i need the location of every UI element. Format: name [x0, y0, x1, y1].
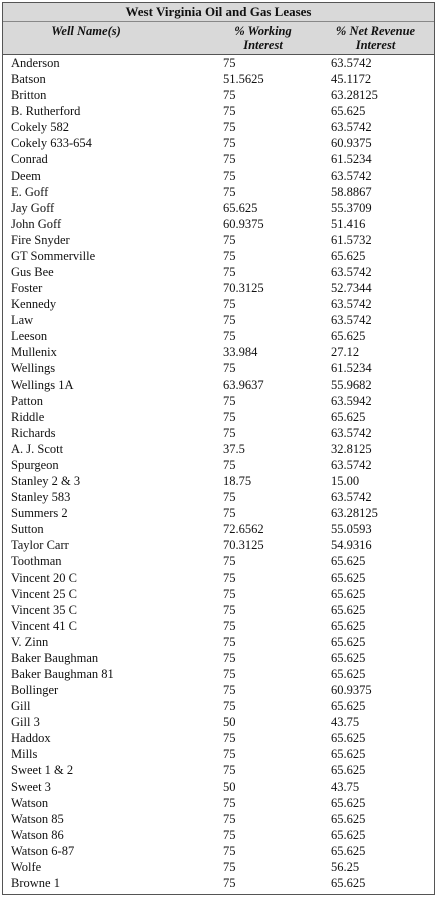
table-row — [3, 409, 434, 425]
table-row — [3, 280, 434, 296]
cell-working-interest: 75 — [223, 184, 236, 199]
table-row — [3, 393, 434, 409]
cell-working-interest: 70.3125 — [223, 538, 264, 553]
cell-working-interest: 37.5 — [223, 441, 245, 456]
cell-well-name: Britton — [11, 88, 47, 103]
table-row — [3, 762, 434, 778]
cell-well-name: E. Goff — [11, 184, 49, 199]
table-row — [3, 360, 434, 376]
cell-working-interest: 51.5625 — [223, 72, 264, 87]
table-row — [3, 71, 434, 87]
cell-net-revenue: 63.5742 — [331, 297, 372, 312]
table-row — [3, 634, 434, 650]
cell-working-interest: 75 — [223, 232, 236, 247]
table-row — [3, 537, 434, 553]
cell-working-interest: 75 — [223, 731, 236, 746]
table-title: West Virginia Oil and Gas Leases — [3, 3, 434, 22]
cell-well-name: Watson — [11, 795, 49, 810]
cell-net-revenue: 65.625 — [331, 747, 366, 762]
table-header-row — [3, 22, 434, 55]
cell-net-revenue: 61.5732 — [331, 232, 372, 247]
cell-net-revenue: 65.625 — [331, 554, 366, 569]
cell-well-name: B. Rutherford — [11, 104, 81, 119]
cell-working-interest: 63.9637 — [223, 377, 264, 392]
cell-well-name: Mills — [11, 747, 38, 762]
cell-working-interest: 75 — [223, 297, 236, 312]
cell-well-name: Toothman — [11, 554, 62, 569]
table-row — [3, 746, 434, 762]
cell-well-name: Taylor Carr — [11, 538, 69, 553]
cell-working-interest: 75 — [223, 875, 236, 890]
cell-working-interest: 75 — [223, 361, 236, 376]
cell-well-name: Anderson — [11, 56, 60, 70]
cell-well-name: Gus Bee — [11, 265, 54, 280]
table-row — [3, 216, 434, 232]
cell-well-name: V. Zinn — [11, 634, 49, 649]
cell-net-revenue: 61.5234 — [331, 152, 372, 167]
table-row — [3, 489, 434, 505]
table-row — [3, 296, 434, 312]
cell-net-revenue: 54.9316 — [331, 538, 372, 553]
header-net-line1: % Net Revenue — [335, 24, 416, 38]
cell-well-name: Vincent 20 C — [11, 570, 77, 585]
cell-working-interest: 75 — [223, 843, 236, 858]
cell-well-name: Sutton — [11, 522, 44, 537]
cell-well-name: Patton — [11, 393, 43, 408]
table-row — [3, 344, 434, 360]
cell-working-interest: 75 — [223, 570, 236, 585]
cell-working-interest: 75 — [223, 409, 236, 424]
lease-table — [2, 2, 435, 895]
cell-well-name: Baker Baughman 81 — [11, 666, 114, 681]
cell-well-name: Gill — [11, 699, 31, 714]
cell-well-name: Wolfe — [11, 859, 42, 874]
table-row — [3, 811, 434, 827]
cell-well-name: Cokely 582 — [11, 120, 69, 135]
cell-working-interest: 75 — [223, 618, 236, 633]
cell-working-interest: 50 — [223, 715, 236, 730]
cell-net-revenue: 65.625 — [331, 248, 366, 263]
cell-net-revenue: 65.625 — [331, 650, 366, 665]
cell-well-name: Richards — [11, 425, 56, 440]
cell-well-name: Cokely 633-654 — [11, 136, 92, 151]
cell-well-name: Sweet 3 — [11, 779, 51, 794]
table-row — [3, 87, 434, 103]
cell-working-interest: 75 — [223, 313, 236, 328]
cell-well-name: Conrad — [11, 152, 48, 167]
cell-well-name: Law — [11, 313, 34, 328]
table-row — [3, 827, 434, 843]
cell-well-name: Watson 86 — [11, 827, 64, 842]
cell-well-name: Kennedy — [11, 297, 57, 312]
cell-well-name: Fire Snyder — [11, 232, 70, 247]
cell-net-revenue: 65.625 — [331, 602, 366, 617]
table-row — [3, 586, 434, 602]
cell-working-interest: 75 — [223, 393, 236, 408]
cell-working-interest: 70.3125 — [223, 281, 264, 296]
cell-well-name: Watson 6-87 — [11, 843, 75, 858]
cell-working-interest: 75 — [223, 859, 236, 874]
table-row — [3, 119, 434, 135]
cell-well-name: Foster — [11, 281, 43, 296]
cell-working-interest: 75 — [223, 634, 236, 649]
cell-working-interest: 75 — [223, 666, 236, 681]
cell-net-revenue: 60.9375 — [331, 136, 372, 151]
header-well-name — [3, 22, 209, 54]
cell-net-revenue: 65.625 — [331, 811, 366, 826]
table-row — [3, 618, 434, 634]
cell-net-revenue: 55.0593 — [331, 522, 372, 537]
cell-well-name: Baker Baughman — [11, 650, 99, 665]
cell-net-revenue: 65.625 — [331, 409, 366, 424]
header-working-line2: Interest — [243, 38, 283, 52]
cell-net-revenue: 55.9682 — [331, 377, 372, 392]
cell-working-interest: 75 — [223, 699, 236, 714]
cell-working-interest: 75 — [223, 168, 236, 183]
cell-well-name: Stanley 583 — [11, 490, 71, 505]
cell-well-name: Deem — [11, 168, 41, 183]
cell-working-interest: 75 — [223, 554, 236, 569]
cell-net-revenue: 60.9375 — [331, 683, 372, 698]
cell-net-revenue: 27.12 — [331, 345, 360, 360]
cell-net-revenue: 65.625 — [331, 618, 366, 633]
cell-well-name: Mullenix — [11, 345, 57, 360]
cell-net-revenue: 45.1172 — [331, 72, 372, 87]
table-row — [3, 248, 434, 264]
table-row — [3, 264, 434, 280]
table-row — [3, 666, 434, 682]
cell-net-revenue: 65.625 — [331, 843, 366, 858]
cell-net-revenue: 65.625 — [331, 586, 366, 601]
cell-net-revenue: 43.75 — [331, 779, 360, 794]
cell-working-interest: 75 — [223, 120, 236, 135]
table-row — [3, 457, 434, 473]
cell-well-name: Leeson — [11, 329, 48, 344]
table-row — [3, 795, 434, 811]
table-row — [3, 135, 434, 151]
table-row — [3, 425, 434, 441]
table-row — [3, 441, 434, 457]
cell-net-revenue: 63.5942 — [331, 393, 372, 408]
cell-net-revenue: 55.3709 — [331, 200, 372, 215]
cell-net-revenue: 63.5742 — [331, 56, 372, 70]
cell-net-revenue: 63.5742 — [331, 490, 372, 505]
table-row — [3, 602, 434, 618]
cell-net-revenue: 56.25 — [331, 859, 360, 874]
cell-net-revenue: 63.5742 — [331, 457, 372, 472]
cell-net-revenue: 61.5234 — [331, 361, 372, 376]
table-row — [3, 200, 434, 216]
cell-working-interest: 75 — [223, 329, 236, 344]
table-row — [3, 168, 434, 184]
cell-net-revenue: 65.625 — [331, 666, 366, 681]
cell-working-interest: 75 — [223, 152, 236, 167]
cell-well-name: Jay Goff — [11, 200, 55, 215]
cell-well-name: Sweet 1 & 2 — [11, 763, 74, 778]
cell-net-revenue: 65.625 — [331, 731, 366, 746]
cell-well-name: Watson 85 — [11, 811, 64, 826]
cell-working-interest: 75 — [223, 56, 236, 70]
header-well-name-text: Well Name(s) — [51, 24, 121, 38]
cell-well-name: GT Sommerville — [11, 248, 96, 263]
table-row — [3, 55, 434, 71]
cell-well-name: Wellings 1A — [11, 377, 74, 392]
cell-working-interest: 75 — [223, 747, 236, 762]
cell-working-interest: 75 — [223, 136, 236, 151]
cell-net-revenue: 65.625 — [331, 875, 366, 890]
cell-working-interest: 65.625 — [223, 200, 258, 215]
table-row — [3, 875, 434, 891]
header-working-interest — [209, 22, 317, 54]
cell-working-interest: 75 — [223, 457, 236, 472]
cell-well-name: Spurgeon — [11, 457, 59, 472]
table-row — [3, 843, 434, 859]
table-row — [3, 328, 434, 344]
cell-net-revenue: 15.00 — [331, 474, 360, 489]
cell-working-interest: 75 — [223, 795, 236, 810]
table-row — [3, 473, 434, 489]
cell-net-revenue: 65.625 — [331, 570, 366, 585]
cell-net-revenue: 63.5742 — [331, 265, 372, 280]
table-row — [3, 312, 434, 328]
table-row — [3, 730, 434, 746]
table-row — [3, 521, 434, 537]
cell-working-interest: 75 — [223, 763, 236, 778]
cell-well-name: Summers 2 — [11, 506, 68, 521]
cell-working-interest: 75 — [223, 88, 236, 103]
cell-net-revenue: 65.625 — [331, 827, 366, 842]
header-net-revenue — [317, 22, 434, 54]
cell-working-interest: 75 — [223, 425, 236, 440]
cell-net-revenue: 32.8125 — [331, 441, 372, 456]
cell-working-interest: 33.984 — [223, 345, 258, 360]
cell-well-name: Vincent 35 C — [11, 602, 77, 617]
cell-well-name: Haddox — [11, 731, 51, 746]
cell-working-interest: 75 — [223, 650, 236, 665]
cell-well-name: Browne 1 — [11, 875, 60, 890]
cell-working-interest: 75 — [223, 827, 236, 842]
cell-well-name: Stanley 2 & 3 — [11, 474, 81, 489]
cell-net-revenue: 65.625 — [331, 699, 366, 714]
cell-working-interest: 75 — [223, 265, 236, 280]
cell-well-name: A. J. Scott — [11, 441, 64, 456]
table-row — [3, 184, 434, 200]
table-row — [3, 650, 434, 666]
cell-working-interest: 75 — [223, 248, 236, 263]
cell-well-name: Wellings — [11, 361, 56, 376]
cell-net-revenue: 65.625 — [331, 763, 366, 778]
table-row — [3, 779, 434, 795]
cell-net-revenue: 51.416 — [331, 216, 366, 231]
table-row — [3, 103, 434, 119]
cell-well-name: John Goff — [11, 216, 62, 231]
table-row — [3, 553, 434, 569]
table-row — [3, 570, 434, 586]
cell-net-revenue: 52.7344 — [331, 281, 372, 296]
cell-net-revenue: 65.625 — [331, 104, 366, 119]
cell-well-name: Vincent 25 C — [11, 586, 77, 601]
cell-working-interest: 60.9375 — [223, 216, 264, 231]
table-row — [3, 232, 434, 248]
cell-well-name: Bollinger — [11, 683, 59, 698]
cell-net-revenue: 63.5742 — [331, 313, 372, 328]
cell-working-interest: 75 — [223, 602, 236, 617]
cell-working-interest: 72.6562 — [223, 522, 264, 537]
table-row — [3, 377, 434, 393]
table-row — [3, 698, 434, 714]
header-net-line2: Interest — [355, 38, 396, 52]
cell-well-name: Gill 3 — [11, 715, 40, 730]
cell-working-interest: 75 — [223, 683, 236, 698]
cell-working-interest: 75 — [223, 104, 236, 119]
table-body — [3, 55, 434, 891]
cell-working-interest: 75 — [223, 506, 236, 521]
cell-net-revenue: 65.625 — [331, 634, 366, 649]
table-row — [3, 859, 434, 875]
cell-net-revenue: 63.5742 — [331, 120, 372, 135]
cell-working-interest: 75 — [223, 586, 236, 601]
cell-net-revenue: 65.625 — [331, 329, 366, 344]
cell-working-interest: 75 — [223, 490, 236, 505]
cell-well-name: Riddle — [11, 409, 45, 424]
table-row — [3, 682, 434, 698]
cell-net-revenue: 65.625 — [331, 795, 366, 810]
cell-working-interest: 75 — [223, 811, 236, 826]
header-working-line1: % Working — [234, 24, 292, 38]
cell-net-revenue: 63.28125 — [331, 88, 378, 103]
cell-net-revenue: 43.75 — [331, 715, 360, 730]
cell-net-revenue: 63.5742 — [331, 168, 372, 183]
cell-net-revenue: 63.28125 — [331, 506, 378, 521]
cell-net-revenue: 63.5742 — [331, 425, 372, 440]
cell-working-interest: 18.75 — [223, 474, 252, 489]
table-row — [3, 151, 434, 167]
cell-well-name: Batson — [11, 72, 46, 87]
table-row — [3, 714, 434, 730]
cell-working-interest: 50 — [223, 779, 236, 794]
cell-net-revenue: 58.8867 — [331, 184, 372, 199]
table-row — [3, 505, 434, 521]
cell-well-name: Vincent 41 C — [11, 618, 77, 633]
